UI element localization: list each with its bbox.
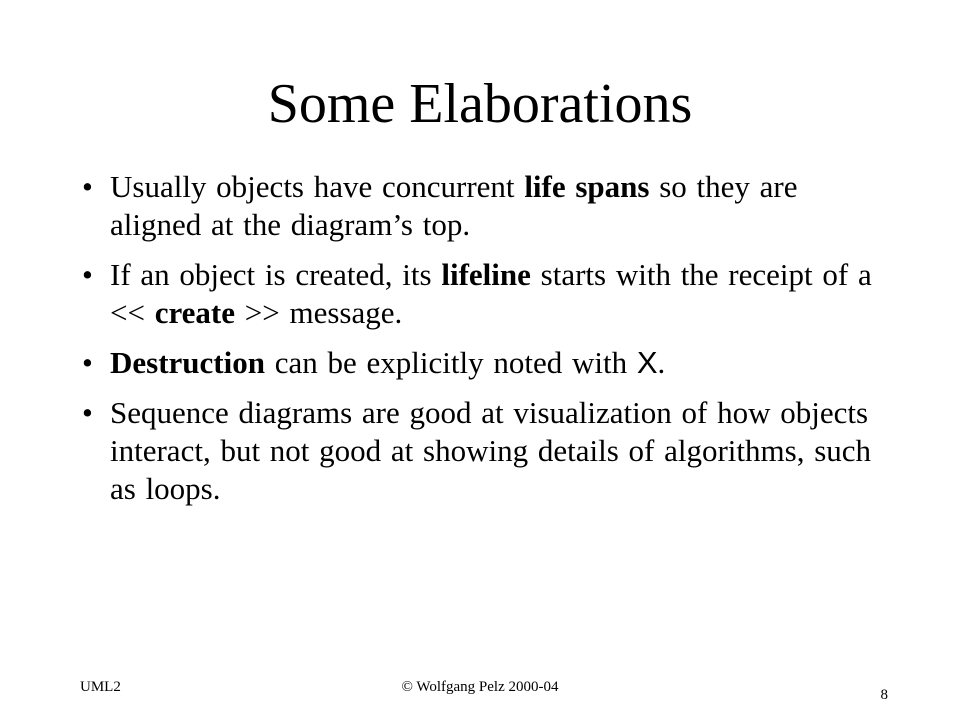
- bullet-text-segment: starts with the receipt of a <<: [110, 257, 872, 330]
- destruction-x-mark: X: [636, 345, 658, 380]
- bullet-text-segment: If an object is created, its: [110, 257, 442, 292]
- bullet-marker: •: [82, 169, 93, 204]
- bullet-text-bold: create: [154, 295, 236, 330]
- bullet-text-segment: Sequence diagrams are good at visualization of how objects interact, but not good at showing details of algorithms, such as loops.: [110, 395, 872, 506]
- footer-course-label: UML2: [80, 679, 121, 695]
- bullet-list: [72, 168, 892, 520]
- bullet-item-object-creation: [72, 256, 892, 332]
- bullet-text-bold: Destruction: [110, 345, 265, 380]
- bullet-marker: •: [82, 257, 93, 292]
- bullet-item-concurrent-lifespans: [72, 168, 892, 244]
- bullet-marker: •: [82, 345, 93, 380]
- bullet-item-sequence-diagrams: [72, 394, 892, 508]
- bullet-text-bold: life spans: [524, 169, 650, 204]
- bullet-text-segment: >> message.: [235, 295, 403, 330]
- bullet-text-segment: Usually objects have concurrent: [110, 169, 525, 204]
- bullet-text-bold: lifeline: [441, 257, 531, 292]
- bullet-text-segment: so they are aligned at the diagram’s top.: [110, 169, 798, 242]
- bullet-item-destruction: [72, 344, 892, 382]
- slide-title: Some Elaborations: [267, 73, 693, 135]
- footer-copyright: © Wolfgang Pelz 2000-04: [401, 679, 559, 695]
- footer-page-number: 8: [880, 687, 888, 703]
- bullet-marker: •: [82, 395, 93, 430]
- bullet-text-segment: can be explicitly noted with: [264, 345, 637, 380]
- bullet-text-segment: .: [657, 345, 666, 380]
